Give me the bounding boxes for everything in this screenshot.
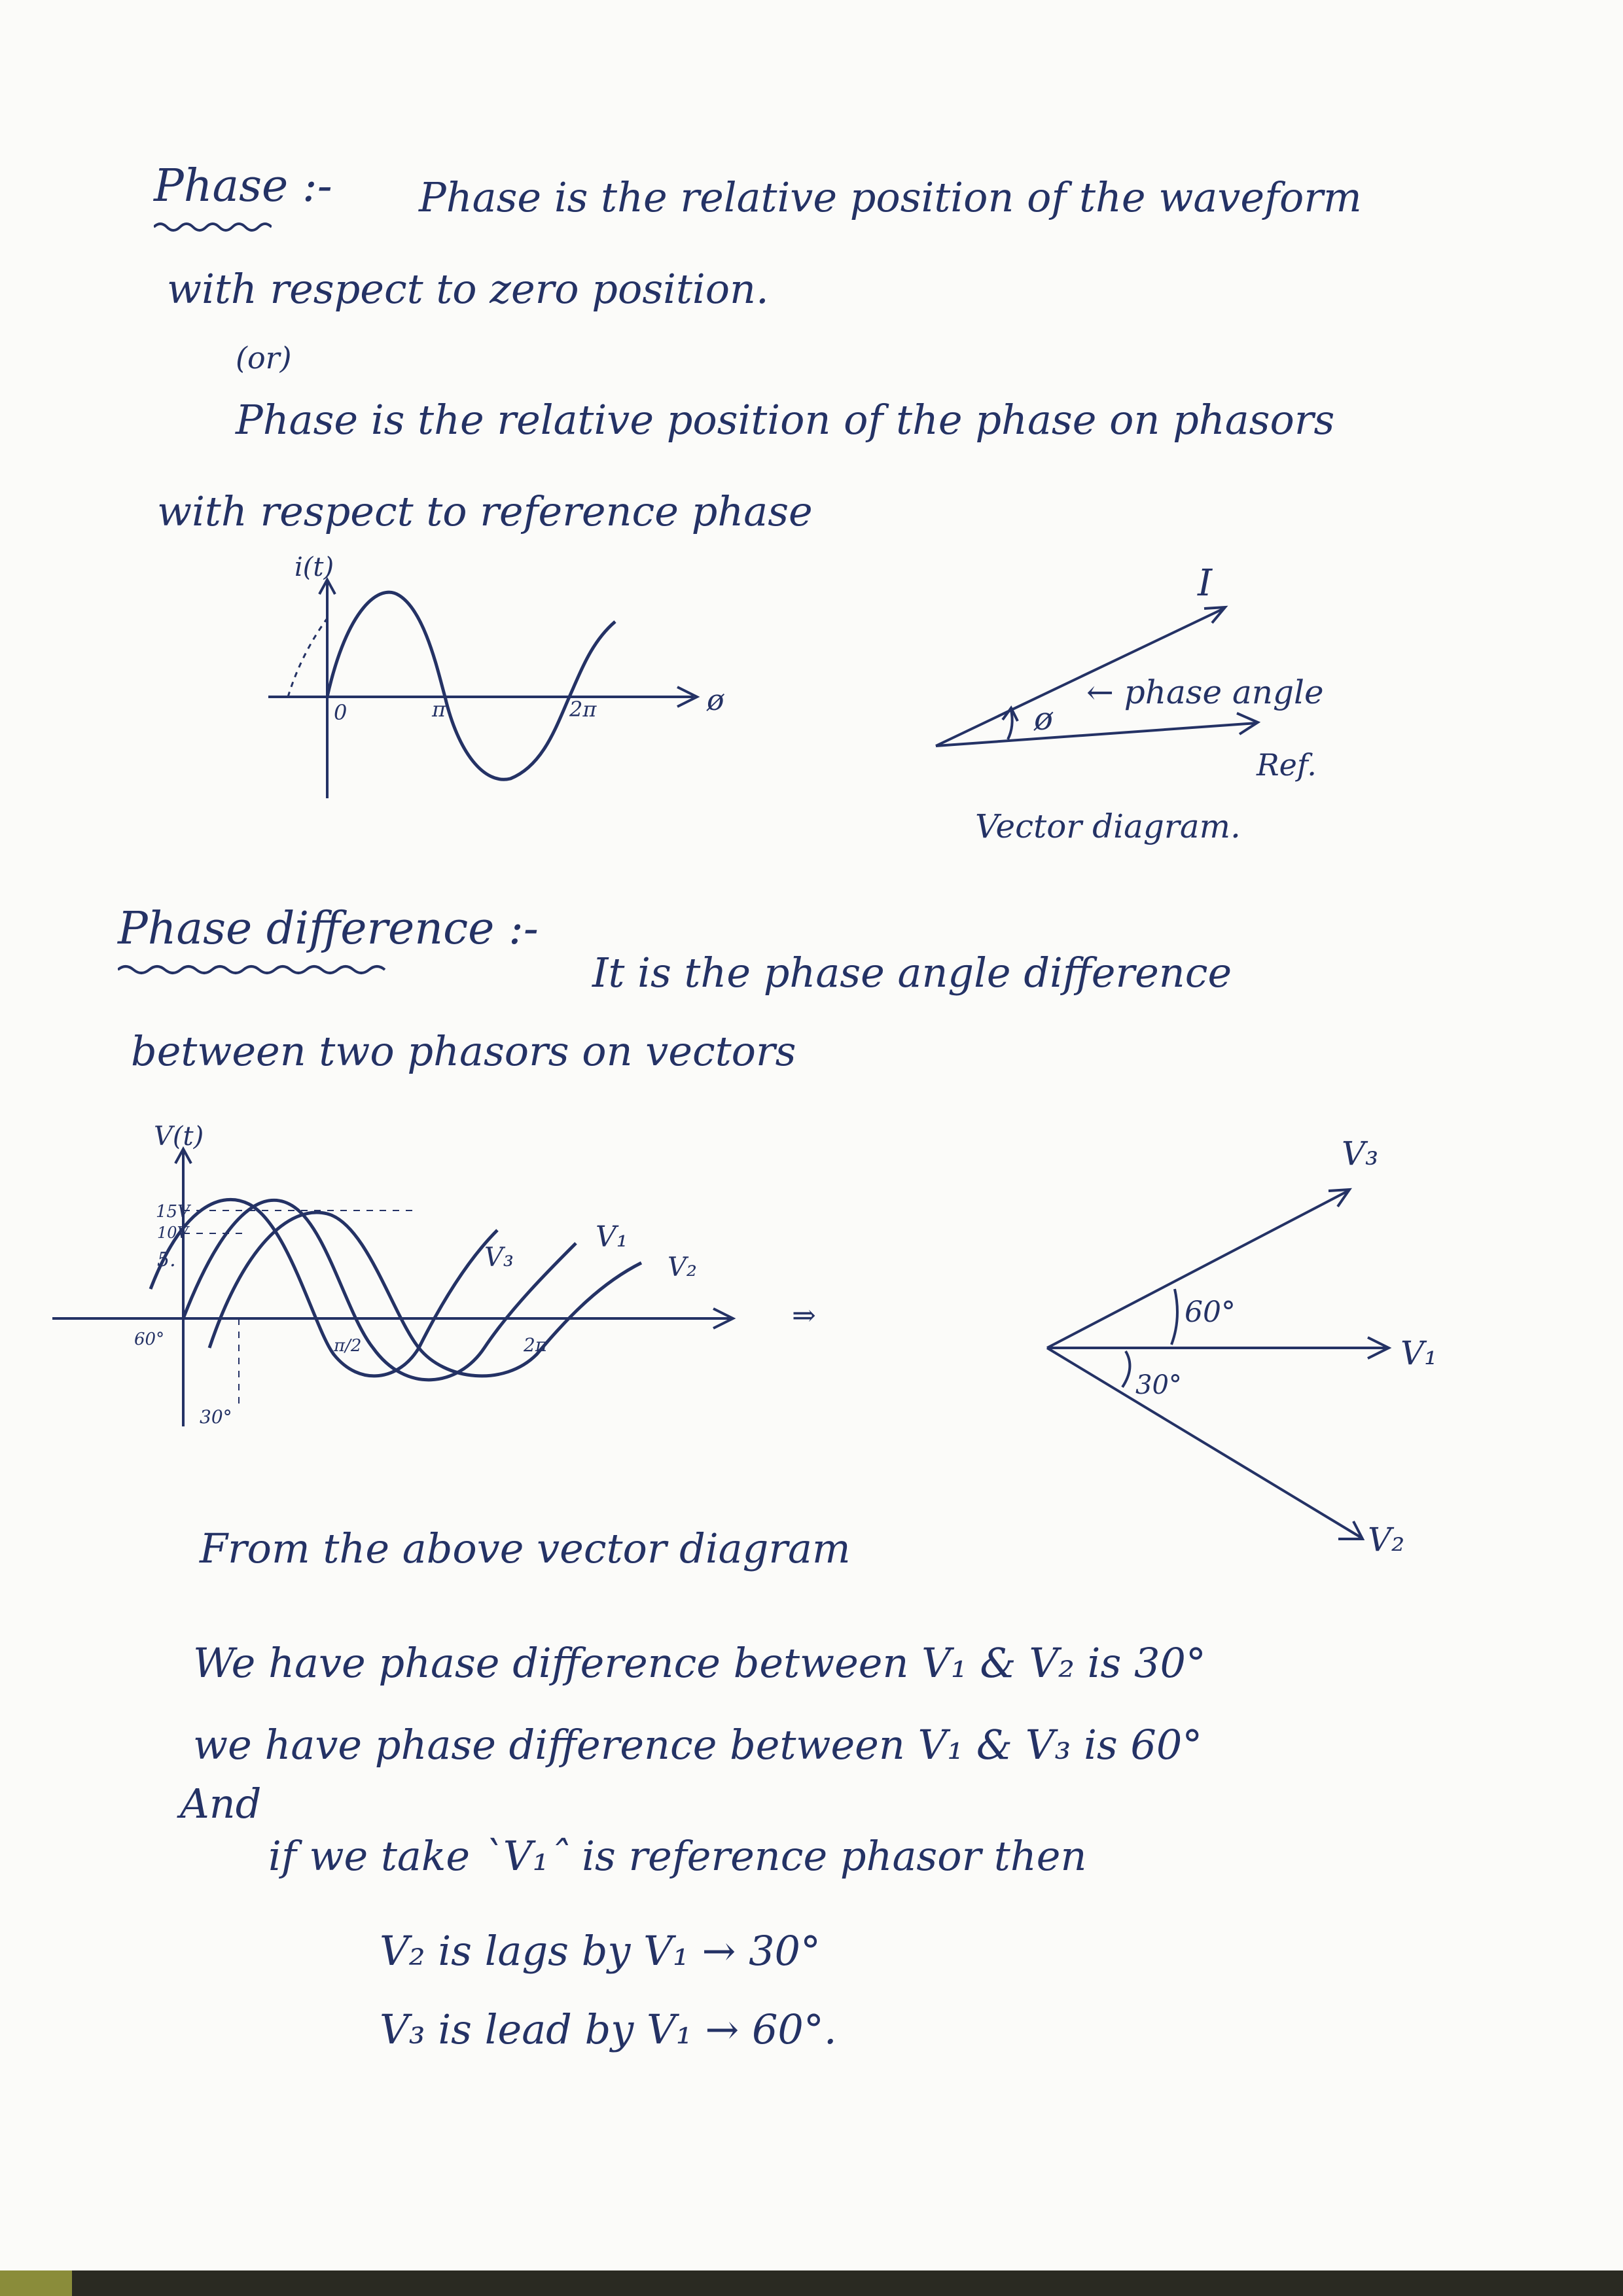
v2-phasor-label: V₂	[1368, 1521, 1405, 1559]
two-pi-label: 2π	[569, 697, 597, 722]
v3-curve	[151, 1199, 497, 1376]
current-label: I	[1198, 562, 1213, 605]
v2-lags-line: V₂ is lags by V₁ → 30°	[380, 1927, 821, 1975]
implies-arrow: ⇒	[792, 1299, 816, 1332]
v3-leads-line: V₃ is lead by V₁ → 60°.	[380, 2005, 837, 2053]
v3-wave-label: V₃	[484, 1243, 514, 1273]
pi-label: π	[432, 697, 446, 722]
definition2-line-1: Phase is the relative position of the phase on phasors	[236, 396, 1335, 444]
definition-line-1: Phase is the relative position of the waveform	[419, 173, 1362, 221]
heading-phase-underline	[154, 219, 272, 235]
phase-diff-60-line: we have phase difference between V₁ & V₃ is 60°	[193, 1721, 1203, 1769]
origin-label: 0	[334, 700, 348, 725]
phase-difference-line-1: It is the phase angle difference	[592, 949, 1232, 997]
definition-line-2: with respect to zero position.	[167, 265, 769, 313]
from-line: From the above vector diagram	[200, 1525, 851, 1572]
reference-phasor-line: if we take `V₁ˆ is reference phasor then	[268, 1832, 1087, 1880]
angle-symbol: ø	[1034, 701, 1053, 737]
v2-wave-label: V₂	[668, 1252, 697, 1282]
phase-waveform-figure	[249, 552, 746, 805]
angle-30-label: 30°	[1135, 1370, 1182, 1400]
and-text: And	[180, 1780, 262, 1828]
two-pi-label: 2π	[524, 1334, 548, 1356]
phase-angle-label: ← phase angle	[1086, 673, 1324, 711]
tick-15v: 15V	[156, 1202, 190, 1222]
ref-label: Ref.	[1257, 747, 1317, 783]
angle-60-label: 60°	[1185, 1296, 1236, 1329]
heading-phase-difference-underline	[118, 962, 393, 978]
pi-over-2-label: π/2	[334, 1336, 362, 1356]
definition2-line-2: with respect to reference phase	[157, 487, 813, 535]
v2-curve	[209, 1212, 641, 1376]
vector-diagram-caption: Vector diagram.	[975, 807, 1241, 845]
or-text: (or)	[236, 340, 292, 376]
v2-vector	[1047, 1348, 1361, 1538]
angle-30-arc	[1122, 1351, 1130, 1387]
dashed-lead-in	[288, 618, 327, 697]
tick-10v: 10V	[157, 1224, 188, 1242]
angle-arc-arrow	[1003, 708, 1018, 721]
heading-phase: Phase :-	[154, 160, 332, 212]
neg-30-label: 30°	[200, 1406, 232, 1428]
reference-vector	[936, 723, 1257, 746]
v1-curve	[183, 1200, 576, 1379]
y-axis-label: V(t)	[154, 1122, 204, 1152]
heading-phase-difference: Phase difference :-	[118, 903, 539, 955]
y-axis-label: i(t)	[294, 552, 334, 582]
sine-curve	[327, 592, 615, 779]
three-phasors-diagram	[1008, 1125, 1505, 1570]
angle-arc	[1008, 710, 1012, 739]
v1-wave-label: V₁	[596, 1220, 628, 1254]
phase-difference-line-2: between two phasors on vectors	[131, 1027, 796, 1075]
phase-vector-diagram	[916, 556, 1387, 857]
v3-phasor-label: V₃	[1342, 1135, 1379, 1173]
tick-5: 5.	[157, 1248, 176, 1271]
phase-diff-30-line: We have phase difference between V₁ & V₂ is 30°	[193, 1639, 1206, 1687]
three-waveforms-figure	[52, 1099, 825, 1439]
angle-60-arc	[1171, 1289, 1177, 1345]
bottom-edge-strip	[0, 2270, 1623, 2296]
v1-phasor-label: V₁	[1400, 1334, 1438, 1372]
x-axis-label: ø	[707, 684, 724, 717]
neg-60-label: 60°	[134, 1330, 165, 1349]
